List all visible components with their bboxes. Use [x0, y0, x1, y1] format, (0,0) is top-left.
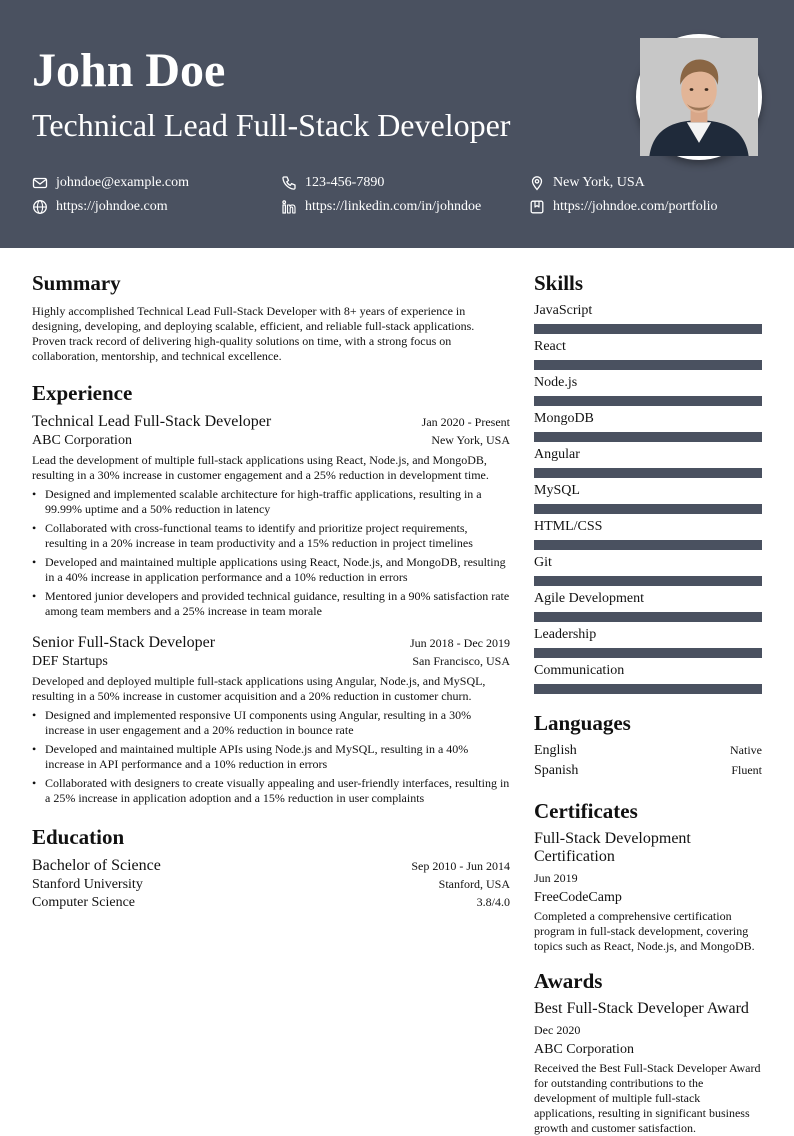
- education-gpa: 3.8/4.0: [476, 895, 510, 909]
- location-pin-icon: [529, 175, 545, 191]
- certificates-section: [534, 798, 762, 954]
- job-entry: [32, 412, 510, 619]
- certificates-heading: Certificates: [534, 799, 638, 823]
- job-summary: Lead the development of multiple full-stack applications using React, Node.js, and MongoDB, resulting in a 30% increase in customer engagement and a 25% reduction in development time.: [32, 453, 489, 482]
- job-title: Senior Full-Stack Developer: [32, 634, 216, 651]
- award-date: Dec 2020: [534, 1023, 581, 1037]
- certificate-issuer: FreeCodeCamp: [534, 890, 622, 905]
- job-bullet: • Collaborated with designers to create visually appealing and user-friendly interfaces, resulting in a 25% increase in application adoption and a 15% reduction in user complaints: [32, 776, 510, 806]
- certificate-date: Jun 2019: [534, 871, 578, 885]
- job-dates: Jan 2020 - Present: [421, 415, 510, 429]
- education-location: Stanford, USA: [438, 877, 510, 891]
- education-dates: Sep 2010 - Jun 2014: [411, 859, 510, 873]
- job-bullet: • Developed and maintained multiple applications using React, Node.js, and MongoDB, resulting in a 40% increase in application performance and a 10% reduction in errors: [32, 555, 510, 585]
- contact-phone-text[interactable]: 123-456-7890: [305, 175, 385, 190]
- main-column: [32, 270, 510, 912]
- award-issuer: ABC Corporation: [534, 1042, 634, 1057]
- language-name: English: [534, 743, 577, 758]
- job-bullets: [32, 487, 510, 619]
- education-section: [32, 824, 510, 912]
- job-bullet: • Designed and implemented responsive UI components using Angular, resulting in a 30% increase in user engagement and a 20% reduction in bounce rate: [32, 708, 510, 738]
- skill-level-bar: [534, 648, 762, 658]
- skill-item: [534, 410, 762, 442]
- skill-level-bar: [534, 324, 762, 334]
- skill-level-fill: [534, 360, 762, 370]
- skill-name: Leadership: [534, 627, 597, 642]
- job-title: Technical Lead Full-Stack Developer: [32, 413, 272, 430]
- language-level: Fluent: [731, 763, 762, 777]
- skill-name: Agile Development: [534, 591, 645, 606]
- skill-item: [534, 554, 762, 586]
- job-company: ABC Corporation: [32, 433, 132, 448]
- contact-website[interactable]: [32, 199, 168, 215]
- skill-name: Node.js: [534, 375, 578, 390]
- side-column: [534, 270, 762, 1136]
- skill-name: JavaScript: [534, 303, 593, 318]
- contact-linkedin-link[interactable]: https://linkedin.com/in/johndoe: [305, 199, 482, 214]
- portfolio-icon: [529, 199, 545, 215]
- contact-website-link[interactable]: https://johndoe.com: [56, 199, 168, 214]
- skill-level-bar: [534, 504, 762, 514]
- language-name: Spanish: [534, 763, 579, 778]
- phone-icon: [281, 175, 297, 191]
- contact-linkedin[interactable]: [281, 199, 481, 215]
- skill-level-fill: [534, 396, 762, 406]
- skill-level-bar: [534, 468, 762, 478]
- education-school: Stanford University: [32, 877, 143, 892]
- experience-section: [32, 380, 510, 806]
- job-location: San Francisco, USA: [412, 654, 510, 668]
- skill-level-fill: [534, 468, 762, 478]
- skill-level-fill: [534, 684, 762, 694]
- skill-level-bar: [534, 396, 762, 406]
- skill-name: HTML/CSS: [534, 519, 603, 534]
- job-bullets: [32, 708, 510, 806]
- skill-level-fill: [534, 648, 762, 658]
- contact-portfolio[interactable]: [529, 199, 718, 215]
- summary-heading: Summary: [32, 271, 121, 295]
- job-bullet: • Collaborated with cross-functional teams to identify and prioritize project requirements, resulting in a 20% increase in team productivity and a 15% reduction in project timelines: [32, 521, 510, 551]
- job-location: New York, USA: [431, 433, 510, 447]
- skill-item: [534, 518, 762, 550]
- skill-item: [534, 662, 762, 694]
- summary-text: Highly accomplished Technical Lead Full-Stack Developer with 8+ years of experience in designing, developing, and deploying scalable, efficient, and reliable full-stack applications. Proven track record of delivering high-quality solutions on time, with a strong focus on collaboration, mentorship, and technical excellence.: [32, 304, 475, 363]
- profile-photo: [636, 34, 762, 160]
- skill-name: MySQL: [534, 483, 580, 498]
- skill-name: React: [534, 339, 566, 354]
- awards-section: [534, 968, 762, 1136]
- job-dates: Jun 2018 - Dec 2019: [410, 636, 510, 650]
- skill-level-bar: [534, 612, 762, 622]
- contact-location: [529, 175, 645, 191]
- education-heading: Education: [32, 825, 125, 849]
- job-entry: [32, 633, 510, 806]
- profile-photo-image: [640, 38, 758, 156]
- certificate-name: Full-Stack Development Certification: [534, 830, 691, 865]
- job-bullet: • Mentored junior developers and provided technical guidance, resulting in a 90% satisfaction rate among team members and a 25% increase in team morale: [32, 589, 510, 619]
- certificate-description: Completed a comprehensive certification program in full-stack development, covering topics such as React, Node.js, and MongoDB.: [534, 909, 755, 953]
- job-bullet: • Developed and maintained multiple APIs using Node.js and MySQL, resulting in a 40% increase in API performance and a 10% reduction in errors: [32, 742, 510, 772]
- contact-email-text[interactable]: johndoe@example.com: [56, 175, 190, 190]
- skill-level-bar: [534, 576, 762, 586]
- contact-phone[interactable]: [281, 175, 384, 191]
- skill-level-bar: [534, 540, 762, 550]
- awards-heading: Awards: [534, 969, 603, 993]
- candidate-name: John Doe: [32, 44, 226, 97]
- globe-icon: [32, 199, 48, 215]
- linkedin-icon: [281, 199, 297, 215]
- job-company: DEF Startups: [32, 654, 108, 669]
- summary-section: [32, 270, 510, 364]
- resume-header: [0, 0, 794, 248]
- job-summary: Developed and deployed multiple full-stack applications using Angular, Node.js, and MySQL, resulting in a 50% increase in customer acquisition and a 20% reduction in customer churn.: [32, 674, 486, 703]
- languages-heading: Languages: [534, 711, 631, 735]
- skill-level-bar: [534, 432, 762, 442]
- skill-item: [534, 338, 762, 370]
- skill-level-fill: [534, 540, 762, 550]
- education-degree: Bachelor of Science: [32, 857, 161, 874]
- language-item: [534, 742, 762, 760]
- language-item: [534, 762, 762, 780]
- candidate-headline: Technical Lead Full-Stack Developer: [32, 107, 511, 143]
- skill-name: Angular: [534, 447, 580, 462]
- skill-item: [534, 482, 762, 514]
- skill-item: [534, 590, 762, 622]
- skill-level-fill: [534, 576, 762, 586]
- skill-item: [534, 446, 762, 478]
- languages-section: [534, 710, 762, 780]
- award-name: Best Full-Stack Developer Award: [534, 1000, 749, 1017]
- skill-item: [534, 302, 762, 334]
- award-description: Received the Best Full-Stack Developer Award for outstanding contributions to the development of multiple full-stack applications, resulting in significant business growth and customer satisfaction.: [534, 1061, 761, 1135]
- skills-heading: Skills: [534, 271, 584, 295]
- contact-email[interactable]: [32, 175, 189, 191]
- skill-level-fill: [534, 324, 762, 334]
- skill-name: Git: [534, 555, 552, 570]
- skill-name: Communication: [534, 663, 625, 678]
- contact-location-text: New York, USA: [553, 175, 645, 190]
- skills-list: [534, 302, 762, 694]
- job-bullet: • Designed and implemented scalable architecture for high-traffic applications, resulting in a 99.99% uptime and a 50% reduction in latency: [32, 487, 510, 517]
- skill-item: [534, 626, 762, 658]
- contact-portfolio-link[interactable]: https://johndoe.com/portfolio: [553, 199, 718, 214]
- experience-heading: Experience: [32, 381, 133, 405]
- skill-level-fill: [534, 432, 762, 442]
- skill-name: MongoDB: [534, 411, 594, 426]
- skill-level-fill: [534, 612, 762, 622]
- skill-item: [534, 374, 762, 406]
- education-field: Computer Science: [32, 895, 136, 910]
- skill-level-bar: [534, 684, 762, 694]
- skill-level-fill: [534, 504, 762, 514]
- skills-section: [534, 270, 762, 694]
- mail-icon: [32, 175, 48, 191]
- skill-level-bar: [534, 360, 762, 370]
- language-level: Native: [730, 743, 762, 757]
